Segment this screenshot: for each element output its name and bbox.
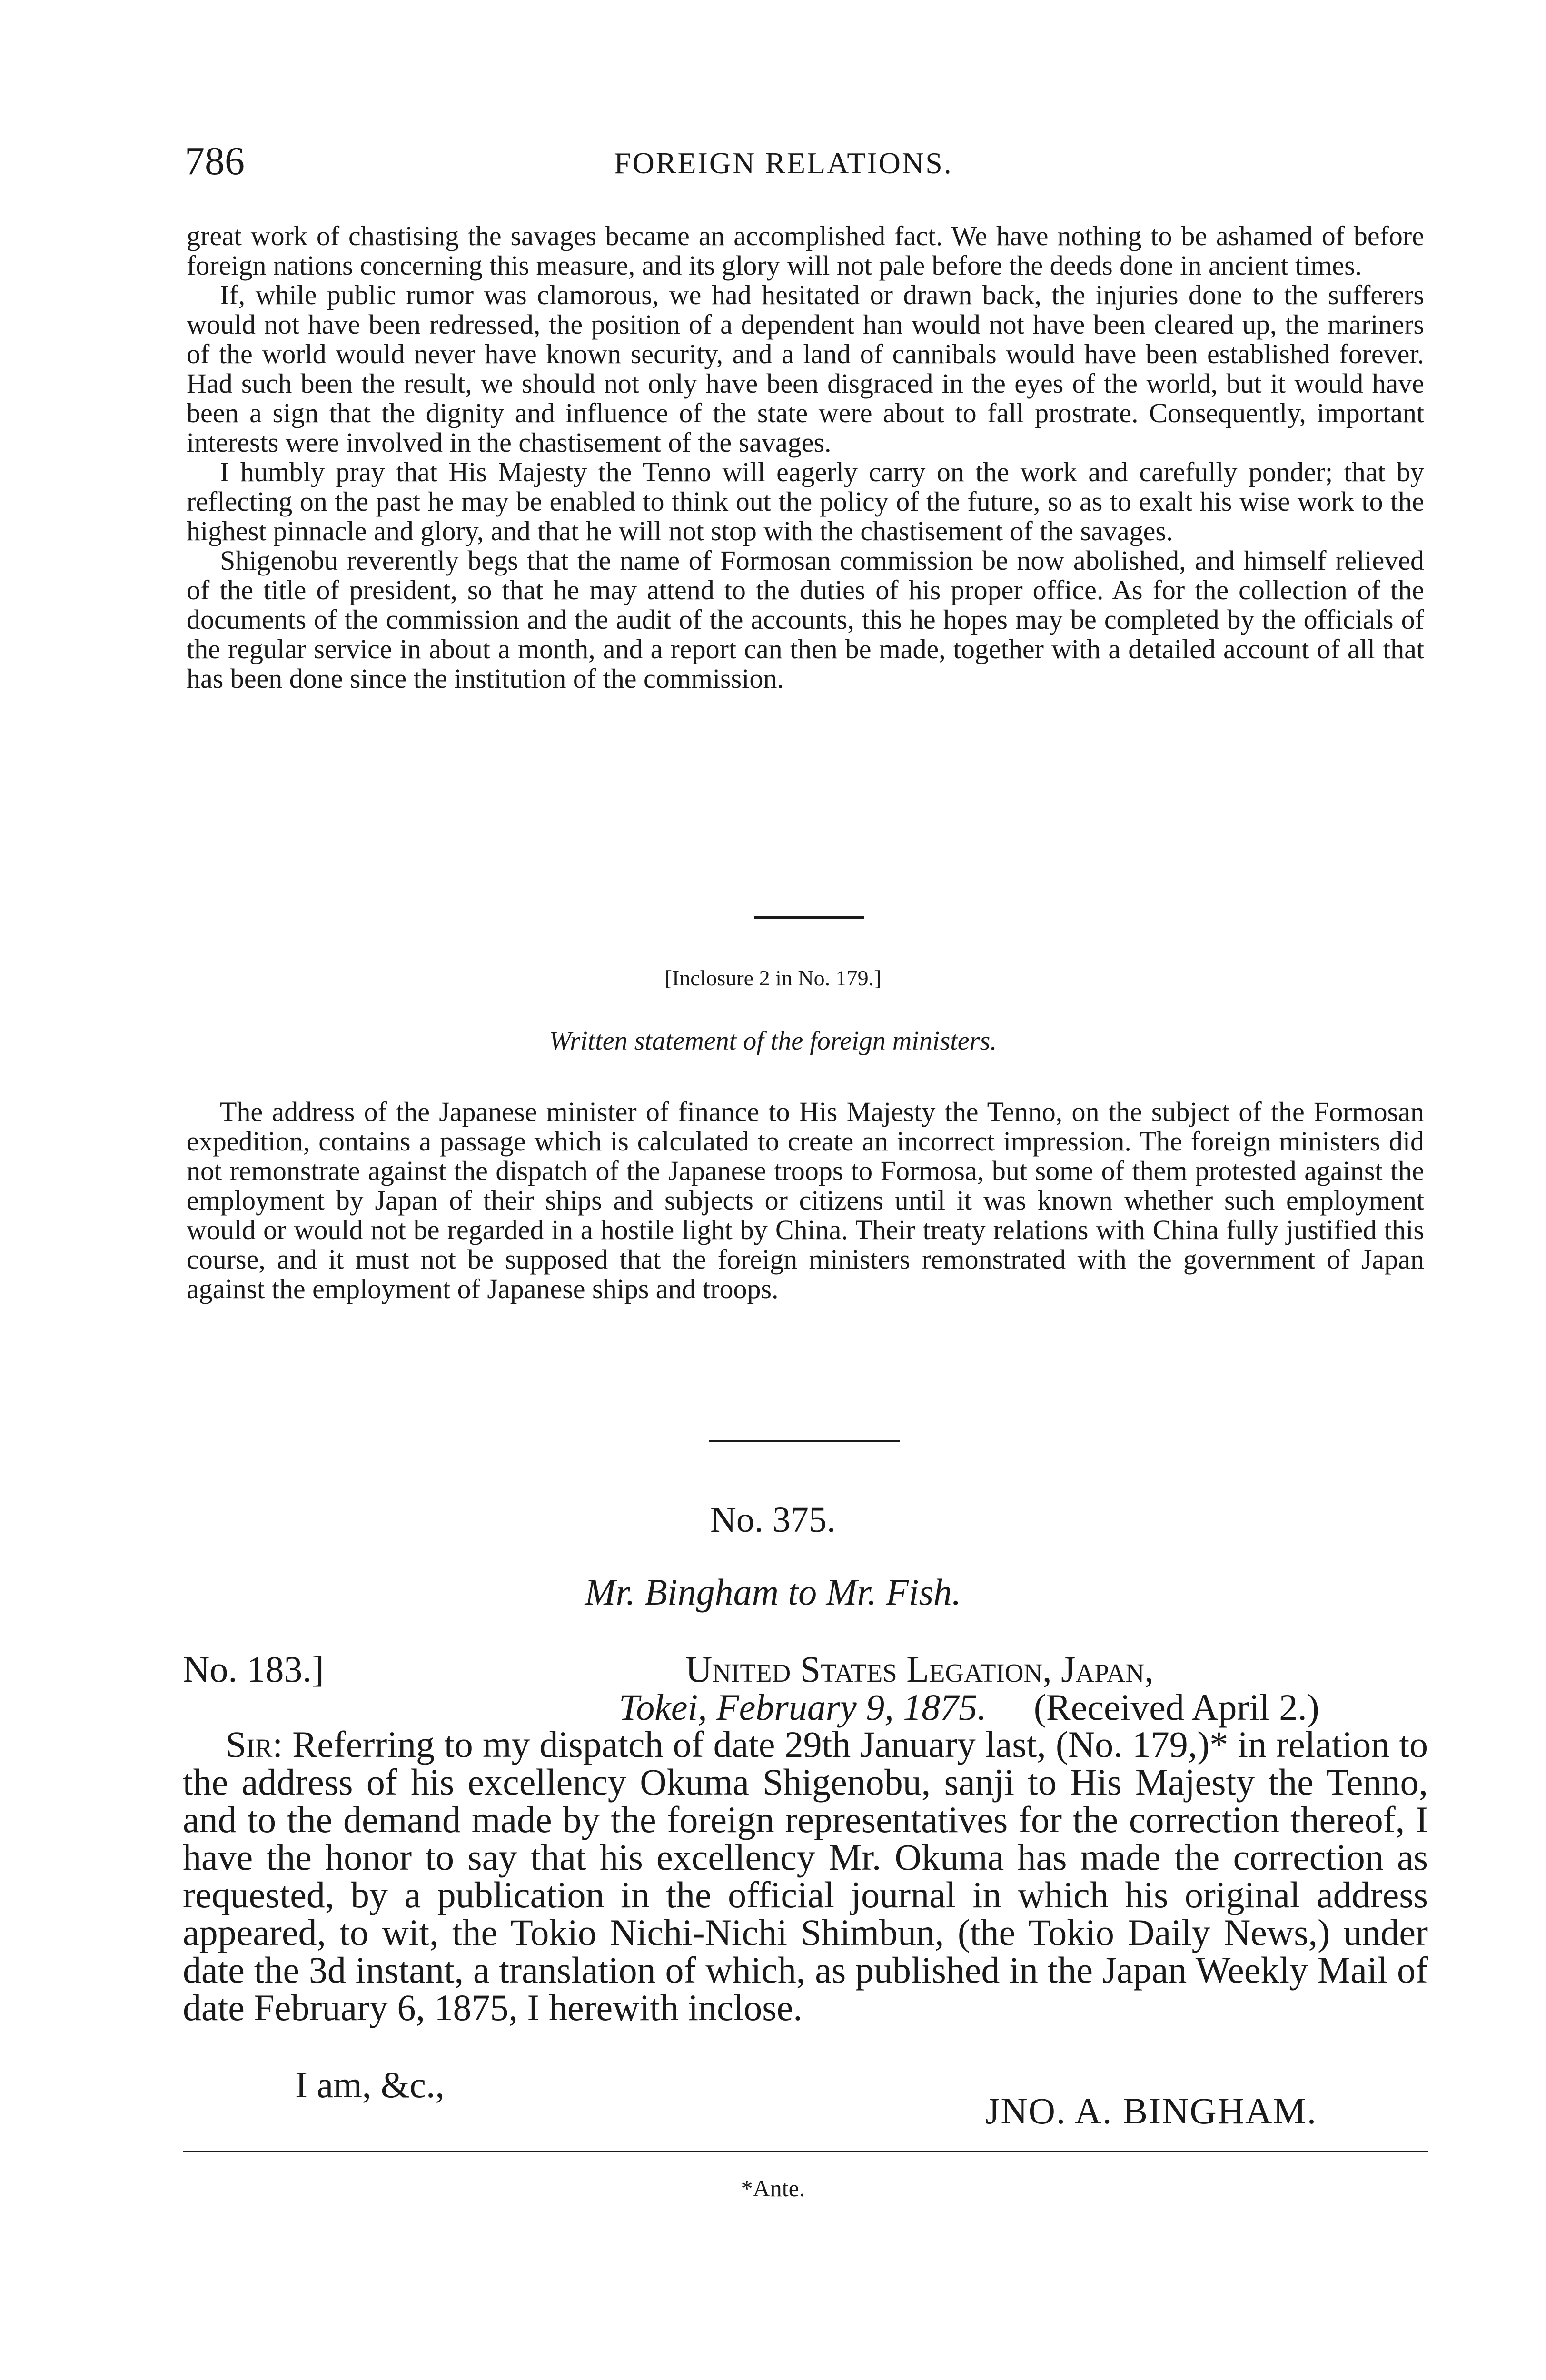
dispatch-number: No. 375. (710, 1500, 836, 1540)
section-divider (709, 1440, 900, 1442)
inclosure-label: [Inclosure 2 in No. 179.] (664, 966, 882, 990)
footnote-rule (183, 2151, 1428, 2152)
signature: JNO. A. BINGHAM. (985, 2090, 1318, 2132)
closing: I am, &c., (295, 2064, 445, 2105)
address-continuation (187, 221, 1424, 694)
running-title: FOREIGN RELATIONS. (614, 146, 953, 180)
footnote: *Ante. (741, 2175, 805, 2202)
dispatch-heading: Mr. Bingham to Mr. Fish. (585, 1571, 961, 1613)
dispatch-ref-number: No. 183.] (183, 1648, 324, 1690)
paragraph: If, while public rumor was clamorous, we had hesitated or drawn back, the injuries done to the sufferers would not have been redressed, the position of a dependent han would not have been cleared up, the mariners of the world would never have known security, and a land of cannibals would have been established forever. Had such been the result, we should not only have been disgraced in the eyes of the world, but it would have been a sign that the dignity and influence of the state were about to fall prostrate. Consequently, important interests were involved in the chastisement of the savages. (187, 279, 1424, 458)
inclosure-body (187, 1097, 1424, 1304)
inclosure-heading: Written statement of the foreign ministers. (549, 1026, 997, 1056)
dispatch-body (183, 1726, 1428, 2026)
legation-line: United States Legation, Japan, (685, 1648, 1154, 1690)
paragraph: great work of chastising the savages became an accomplished fact. We have nothing to be ashamed of before foreign nations concerning this measure, and its glory will not pale before the deeds done in ancient times. (187, 220, 1424, 281)
paragraph: The address of the Japanese minister of finance to His Majesty the Tenno, on the subject of the Formosan expedition, contains a passage which is calculated to create an incorrect impression. The foreign ministers did not remonstrate against the dispatch of the Japanese troops to Formosa, but some of them protested against the employment by Japan of their ships and subjects or citizens until it was known whether such employment would or would not be regarded in a hostile light by China. Their treaty relations with China fully justified this course, and it must not be supposed that the foreign ministers remonstrated with the government of Japan against the employment of Japanese ships and troops. (187, 1096, 1424, 1304)
section-divider (754, 916, 864, 919)
salutation: Sir: (226, 1724, 283, 1765)
page-number: 786 (185, 139, 245, 183)
body-text: Referring to my dispatch of date 29th January last, (No. 179,)* in relation to the address of his excellency Okuma Shigenobu, sanji to His Majesty the Tenno, and to the demand made by the foreign representatives for the correction thereof, I have the honor to say that his excellency Mr. Okuma has made the correction as requested, by a publication in the official journal in which his original address appeared, to wit, the Tokio Nichi-Nichi Shimbun, (the Tokio Daily News,) under date the 3d instant, a translation of which, as published in the Japan Weekly Mail of date February 6, 1875, I herewith inclose. (183, 1724, 1428, 2028)
date-place: Tokei, February 9, 1875. (619, 1686, 987, 1728)
paragraph (183, 1726, 1428, 2026)
paragraph: Shigenobu reverently begs that the name of Formosan commission be now abolished, and himself relieved of the title of president, so that he may attend to the duties of his proper office. As for the collection of the documents of the commission and the audit of the accounts, this he hopes may be completed by the officials of the regular service in about a month, and a report can then be made, together with a detailed account of all that has been done since the institution of the commission. (187, 545, 1424, 694)
paragraph: I humbly pray that His Majesty the Tenno will eagerly carry on the work and carefully ponder; that by reflecting on the past he may be enabled to think out the policy of the future, so as to exalt his wise work to the highest pinnacle and glory, and that he will not stop with the chastisement of the savages. (187, 456, 1424, 546)
received-note: (Received April 2.) (1033, 1686, 1319, 1728)
date-line (619, 1686, 1319, 1729)
